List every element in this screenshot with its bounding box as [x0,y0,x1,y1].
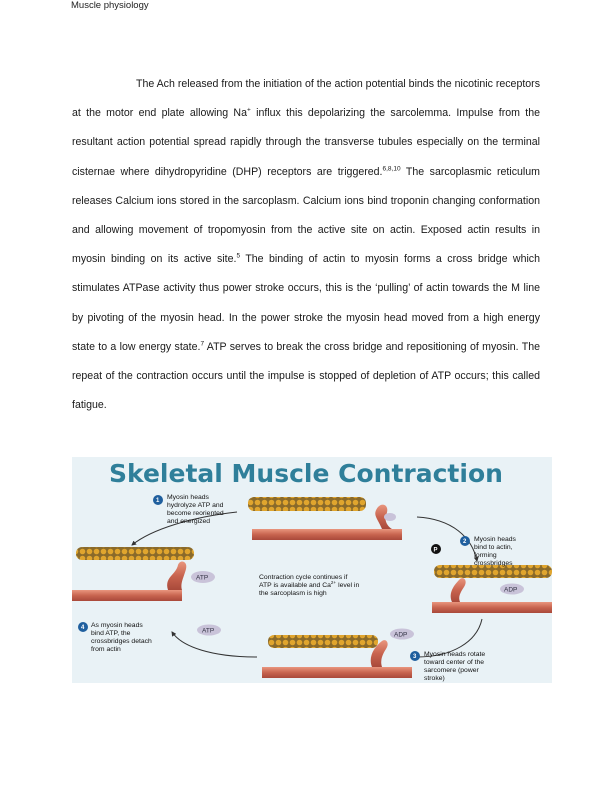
paragraph-text: The sarcoplasmic reticulum releases Calcium ions stored in the sarcoplasm. Calcium ions bind troponin changing conformation and allowing movement of tropomyosin from the active site on actin. Exposed actin results in myosin binding on its active site. [72,165,540,266]
body-paragraph [72,70,540,420]
step-text: become reoriented [167,510,224,517]
superscript-charge: + [246,106,251,114]
right-sarcomere-unit [432,565,552,613]
step-number: 4 [81,625,85,631]
top-sarcomere-unit [248,497,402,540]
paragraph-text: ATP serves to break the cross bridge and repositioning of myosin. The repeat of the contraction occurs until the impulse is stopped of depletion of ATP occurs; this called fatigue. [72,340,541,412]
atp-chip-label: ATP [202,627,215,635]
step-text: sarcomere (power [424,667,479,674]
step-1-label [153,494,224,525]
step-number: 2 [463,539,467,545]
atp-chip-label: ATP [196,574,209,582]
note-text: Contraction cycle continues if [259,574,348,581]
paragraph-text: influx this depolarizing the sarcolemma. Impulse from the resultant action potential spread rapidly through the transverse tubules especially on the terminal cisternae where dihydropyridine (DHP) receptors are triggered. [72,107,540,178]
figure-illustration [72,457,552,683]
note-text: the sarcoplasm is high [259,590,327,597]
step-number: 1 [156,498,160,504]
muscle-contraction-figure [72,457,552,683]
step-2-label [460,536,517,567]
step-text: stroke) [424,675,445,682]
note-text: ATP is available and $Ca^{2+}$ level in [259,580,360,589]
citation-ref: 6,8,10 [382,165,401,173]
step-number: 3 [413,654,417,660]
step-text: toward center of the [424,659,485,666]
citation-ref: 5 [236,252,241,260]
bottom-sarcomere-unit [262,635,412,678]
left-sarcomere-unit [72,547,215,601]
step-text: Myosin heads [167,494,209,501]
cycle-arrow [172,632,257,657]
paragraph-text: The binding of actin to myosin forms a cross bridge which stimulates ATPase activity thus power stroke occurs, this is the ‘pulling’ of actin towards the M line by pivoting of the myosin head. In the power stroke the myosin head moved from a high energy state to a low energy state. [72,253,541,353]
adp-chip-label: ADP [504,586,518,594]
step-text: crossbridges [474,560,513,567]
paragraph-text: The Ach released from the initiation of the action potential binds the nicotinic receptors at the motor end plate allowing Na [72,78,540,120]
step-text: Myosin heads [474,536,516,543]
citation-ref: 7 [200,340,205,348]
step-text: bind to actin, [474,544,513,551]
phosphate-label: P [433,547,438,554]
running-header: Muscle physiology [71,0,149,11]
step-text: Myosin heads rotate [424,651,486,658]
step-text: crossbridges detach [91,638,152,645]
step-text: from actin [91,646,121,653]
step-text: forming [474,552,497,559]
step-text: As myosin heads [91,622,143,629]
step-text: bind ATP, the [91,630,131,637]
cycle-note [259,574,359,597]
step-text: hydrolyze ATP and [167,502,224,509]
figure-title: Skeletal Muscle Contraction [109,459,503,488]
step-4-label [78,622,152,653]
adp-chip-label: ADP [394,631,408,639]
step-text: and energized [167,518,211,525]
step-3-label [410,651,485,682]
